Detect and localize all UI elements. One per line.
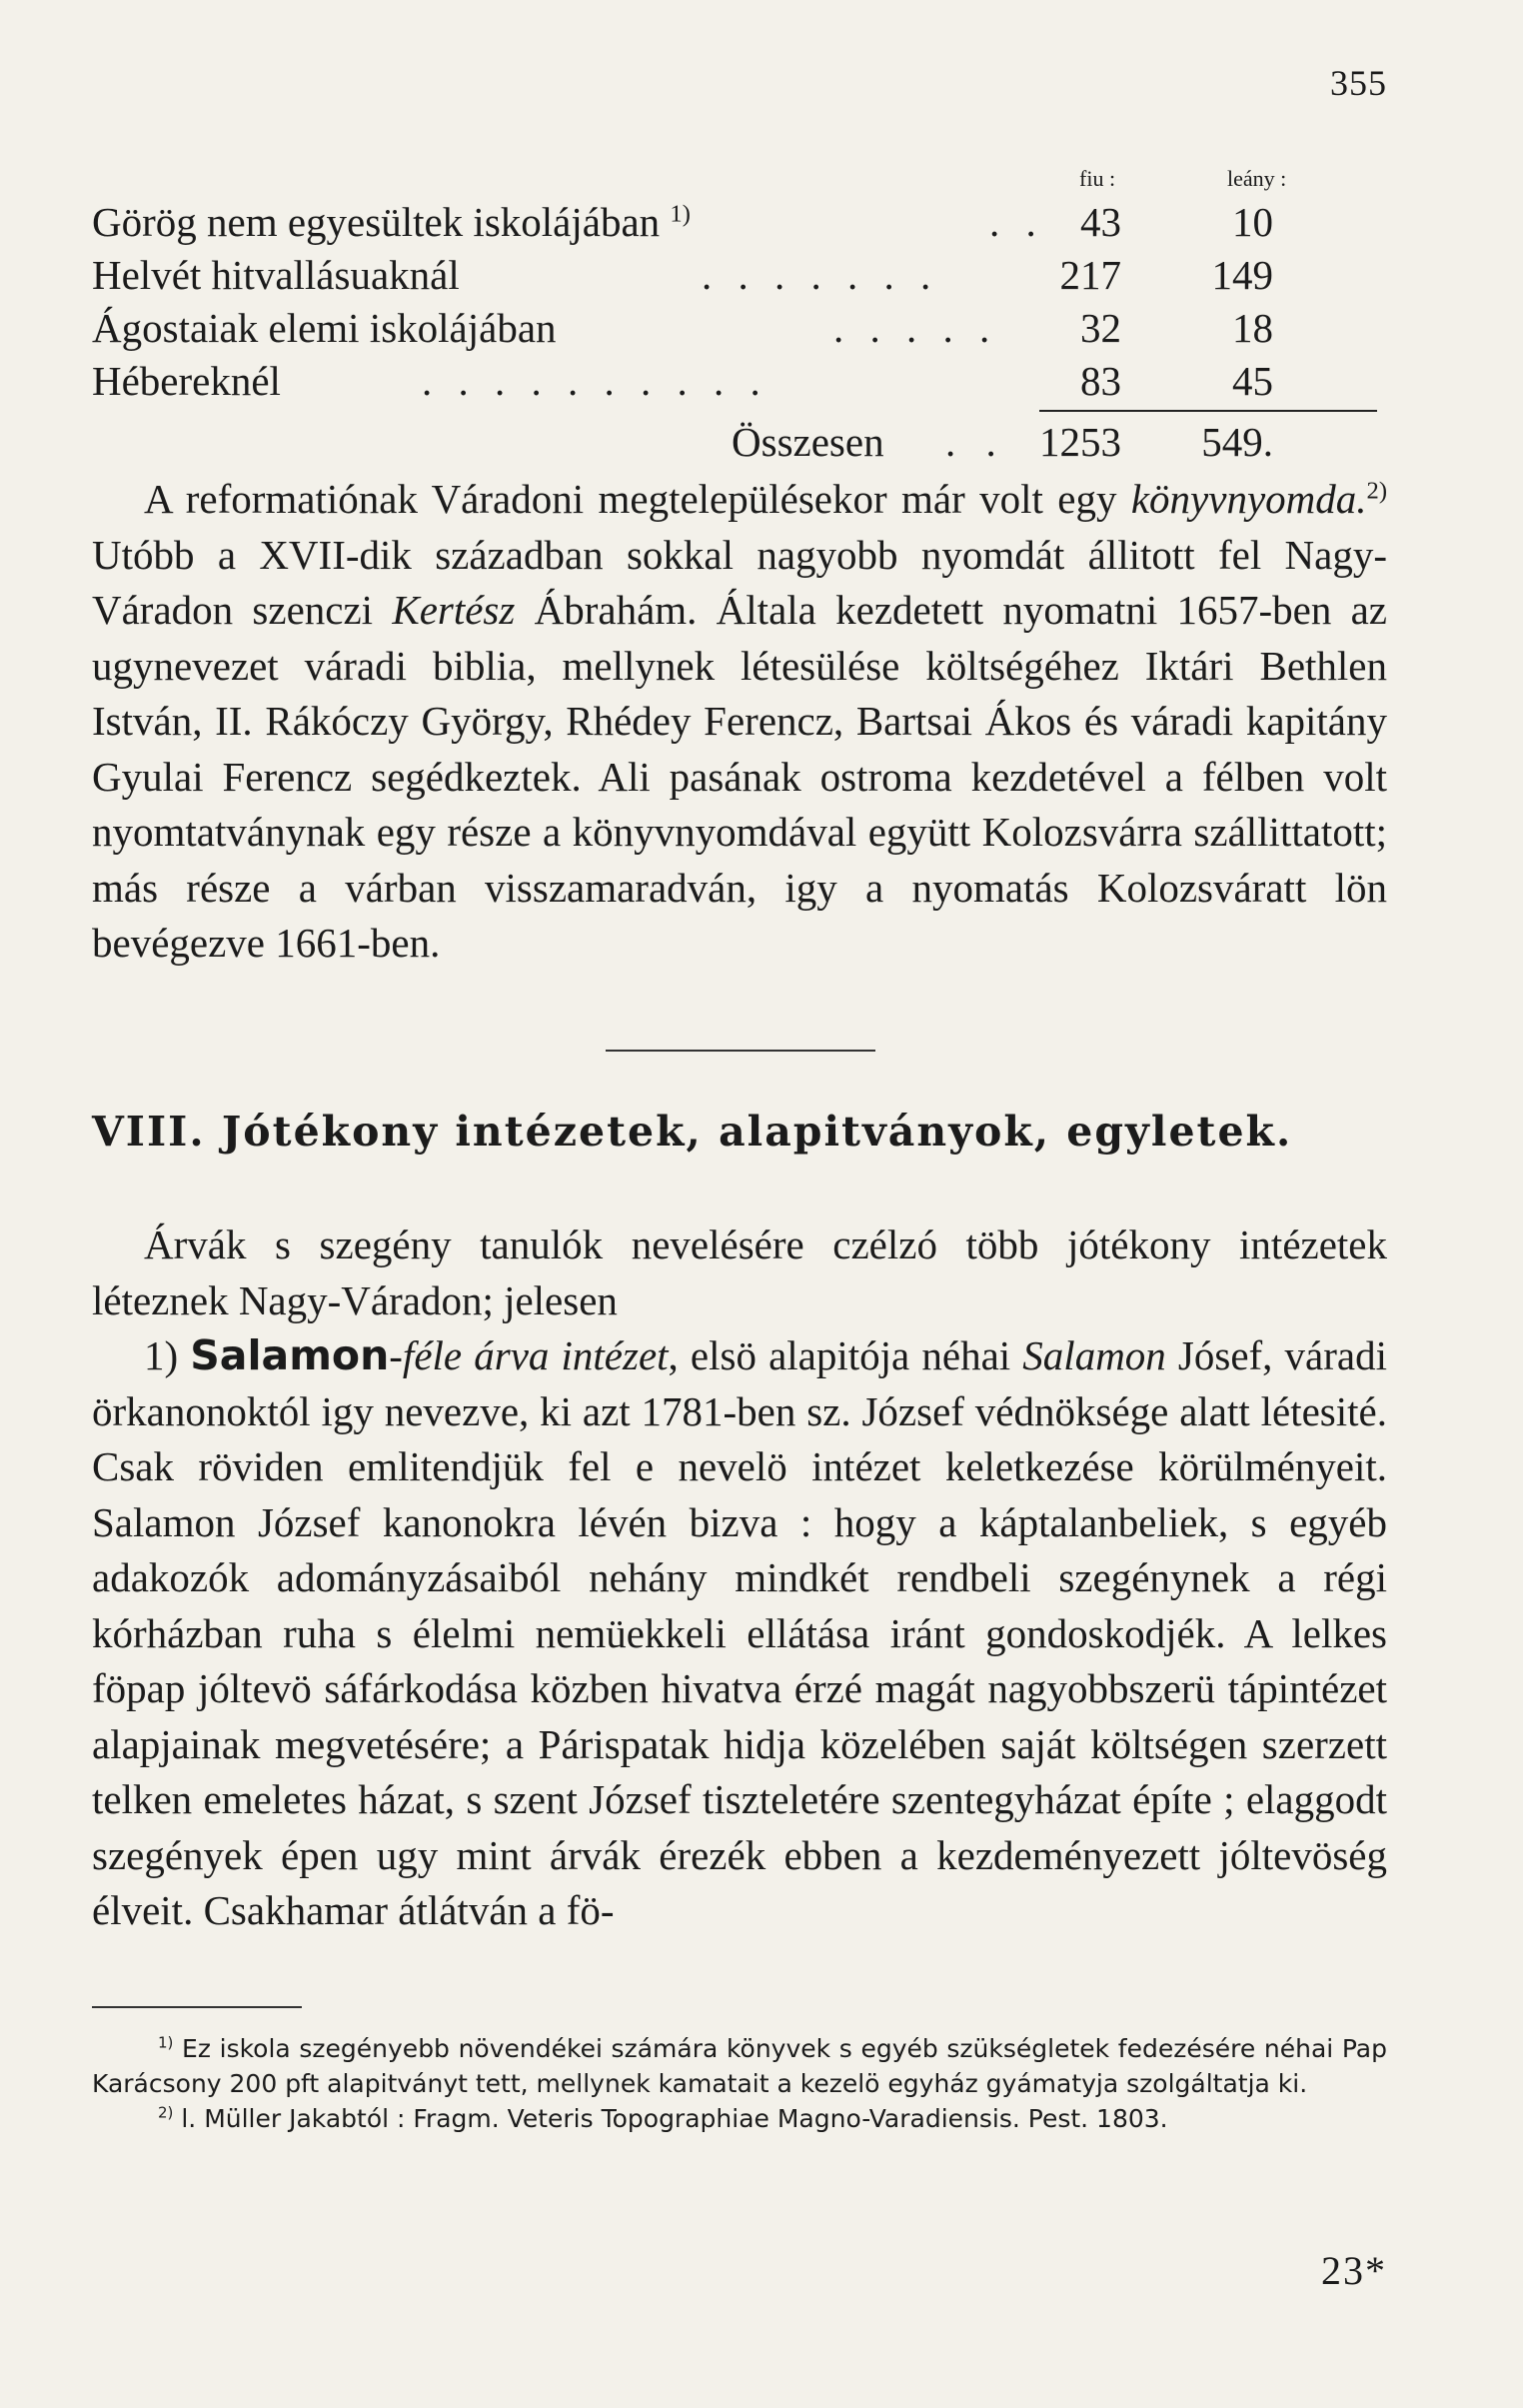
boys-count: 43 bbox=[1080, 199, 1121, 245]
column-header-boys: fiu : bbox=[1079, 166, 1116, 191]
leader-dots: . . . . . bbox=[833, 305, 998, 351]
emphasis: könyvnyomda. bbox=[1130, 476, 1367, 522]
column-header-girls: leány : bbox=[1227, 166, 1287, 191]
leader-dots: . . . . . . . . . . bbox=[422, 358, 768, 404]
footnote-text: l. Müller Jakabtól : Fragm. Veteris Topographiae Magno-Varadiensis. Pest. 1803. bbox=[173, 2104, 1168, 2133]
total-label: Összesen bbox=[732, 419, 884, 465]
total-girls: 549. bbox=[1201, 419, 1273, 465]
footnote bbox=[92, 2031, 1387, 2101]
emphasis: Kertész bbox=[392, 587, 516, 633]
section-heading: VIII. Jótékony intézetek, alapitványok, egyletek. bbox=[92, 1108, 1293, 1156]
section-divider bbox=[606, 1050, 875, 1052]
text-run: Jósef, váradi örkanonoktól igy nevezve, ki azt 1781-ben sz. József védnöksége alatt létesité. Csak röviden emlitendjük fel e nevelö intézet keletkezése körülményeit. Salamon József kanonokra lévén bizva : hogy a káptalanbeliek, s egyéb adakozók adományzásaiból nehány mindkét rendbeli szegénynek a régi kórházban ruha s élelmi nemüekkeli ellátása iránt gondoskodjék. A lelkes föpap jóltevö sáfárkodása közben hivatva érzé magát nagyobbszerü tápintézet alapjainak megvetésére; a Párispatak hidja közelében saját költségen szerzett telken emeletes házat, s szent József tiszteletére szentegyházat építe ; elaggodt szegények épen ugy mint árvák érezék ebben a kezdeményezett jóltevöség élveit. Csakhamar átlátván a fö- bbox=[92, 1332, 1387, 1933]
total-row bbox=[92, 418, 1391, 471]
row-label: Görög nem egyesültek iskolájában bbox=[92, 199, 661, 245]
sum-divider bbox=[1039, 410, 1377, 412]
list-number: 1) bbox=[144, 1332, 191, 1378]
footnote-mark: 2) bbox=[158, 2103, 174, 2122]
page-number: 355 bbox=[1330, 63, 1387, 103]
text-run: Ábrahám. Általa kezdetett nyomatni 1657-ben az ugynevezet váradi biblia, mellynek létesülése költségéhez Iktári Bethlen István, II. Rákóczy György, Rhédey Ferencz, Bartsai Ákos és váradi kapitány Gyulai Ferencz segédkeztek. Ali pasának ostroma kezdetével a félben volt nyomtatványnak egy része a könyvnyomdával együtt Kolozsvárra szállittatott; más része a várban visszamaradván, igy a nyomatás Kolozsváratt lön bevégezve 1661-ben. bbox=[92, 587, 1388, 966]
girls-count: 18 bbox=[1232, 305, 1273, 351]
footnote-ref: 1) bbox=[670, 200, 691, 228]
girls-count: 10 bbox=[1232, 199, 1273, 245]
total-boys: 1253 bbox=[1039, 419, 1121, 465]
footnote-ref: 2) bbox=[1366, 477, 1388, 505]
text-run: A reformatiónak Váradoni megtelepülésekor már volt egy bbox=[144, 476, 1117, 522]
boys-count: 32 bbox=[1080, 305, 1121, 351]
table-row bbox=[92, 196, 1391, 249]
footnote-mark: 1) bbox=[158, 2033, 174, 2052]
statistics-table bbox=[92, 196, 1391, 408]
table-row bbox=[92, 249, 1391, 302]
boys-count: 217 bbox=[1059, 252, 1121, 298]
emphasis: Salamon bbox=[1022, 1332, 1166, 1378]
boys-count: 83 bbox=[1080, 358, 1121, 404]
institution-name: Salamon bbox=[190, 1331, 390, 1379]
girls-count: 149 bbox=[1211, 252, 1273, 298]
girls-count: 45 bbox=[1232, 358, 1273, 404]
footnote bbox=[92, 2101, 1387, 2136]
footnote-divider bbox=[92, 2006, 302, 2008]
paragraph-intro: Árvák s szegény tanulók nevelésére czélzó több jótékony intézetek léteznek Nagy-Váradon; jelesen bbox=[92, 1221, 1387, 1323]
text-run: , elsö alapitója néhai bbox=[668, 1332, 1023, 1378]
row-label: Ágostaiak elemi iskolájában bbox=[92, 305, 557, 351]
text-run: Utóbb a XVII-dik században sokkal nagyobb nyomdát állitott fel Nagy-Váradon szenczi bbox=[92, 531, 1387, 633]
printer-signature: 23* bbox=[1321, 2248, 1387, 2293]
table-row bbox=[92, 302, 1391, 355]
row-label: Helvét hitvallásuaknál bbox=[92, 252, 460, 298]
leader-dots: . . bbox=[945, 419, 1006, 465]
paragraph-salamon-orphanage bbox=[92, 1328, 1387, 1939]
leader-dots: . . bbox=[989, 199, 1044, 245]
footnotes bbox=[92, 2031, 1387, 2136]
footnote-text: Ez iskola szegényebb növendékei számára könyvek s egyéb szükségletek fedezésére néhai Pap Karácsony 200 pft alapitványt tett, mellynek kamatait a kezelö egyház gyámatyja szolgáltatja ki. bbox=[92, 2034, 1387, 2098]
row-label: Hébereknél bbox=[92, 358, 281, 404]
emphasis: -féle árva intézet bbox=[389, 1332, 669, 1378]
paragraph-printing-history bbox=[92, 472, 1387, 972]
table-row bbox=[92, 355, 1391, 408]
leader-dots: . . . . . . . bbox=[702, 252, 939, 298]
